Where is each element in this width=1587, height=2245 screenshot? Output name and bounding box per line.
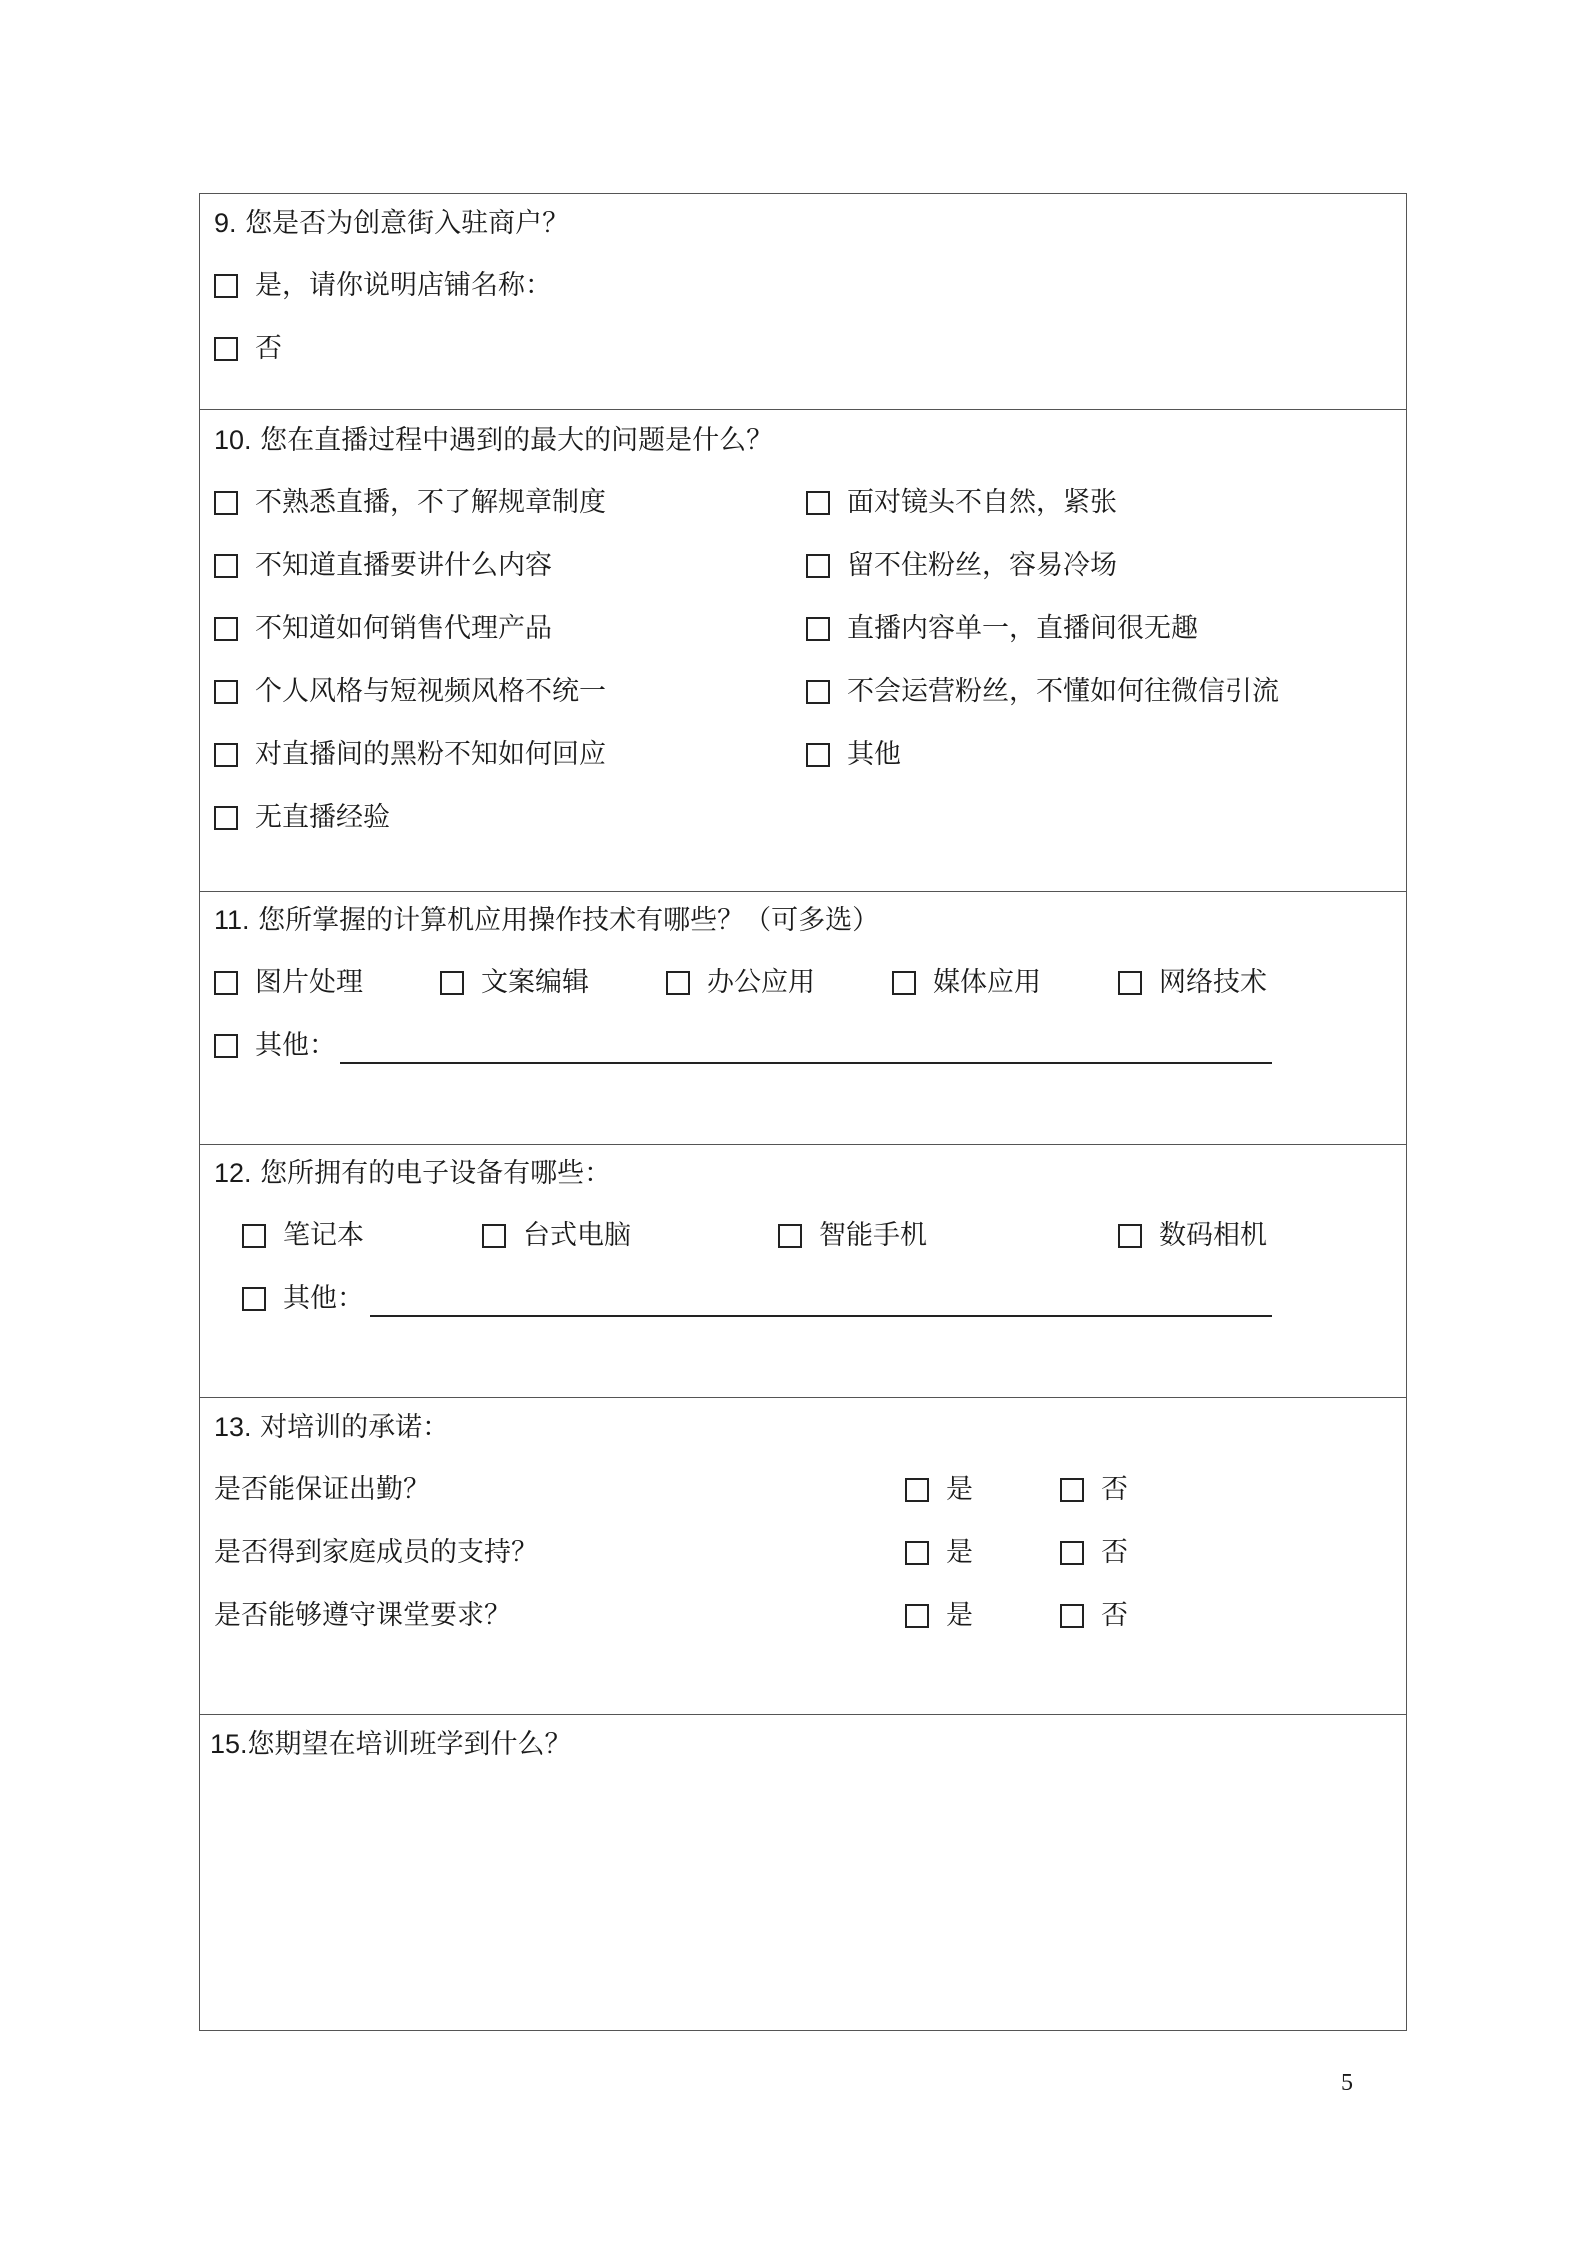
page-number: 5 [1341, 2070, 1353, 2096]
section-q12 [200, 1145, 1406, 1398]
option-q10[interactable]: 其他 [806, 739, 901, 771]
option-q11[interactable]: 文案编辑 [440, 967, 589, 999]
option-q12[interactable]: 台式电脑 [482, 1220, 631, 1252]
checkbox[interactable] [806, 680, 830, 704]
option-q10[interactable]: 个人风格与短视频风格不统一 [214, 676, 606, 708]
section-q15[interactable] [200, 1715, 1406, 2030]
section-q11 [200, 892, 1406, 1145]
commitment-row-label: 是否能够遵守课堂要求？ [214, 1600, 511, 1631]
option-q10[interactable]: 无直播经验 [214, 802, 390, 834]
checkbox[interactable] [1060, 1541, 1084, 1565]
checkbox[interactable] [905, 1541, 929, 1565]
option-q12[interactable]: 智能手机 [778, 1220, 927, 1252]
checkbox[interactable] [214, 617, 238, 641]
question-12: 12. 您所拥有的电子设备有哪些： [214, 1158, 612, 1189]
other-fill-line[interactable] [370, 1315, 1272, 1317]
option-q12[interactable]: 笔记本 [242, 1220, 364, 1252]
option-q12-other[interactable]: 其他： [242, 1283, 364, 1315]
checkbox[interactable] [1060, 1478, 1084, 1502]
option-q10[interactable]: 对直播间的黑粉不知如何回应 [214, 739, 606, 771]
checkbox[interactable] [242, 1224, 266, 1248]
option-no[interactable]: 否 [1060, 1600, 1128, 1632]
option-yes[interactable]: 是 [905, 1600, 973, 1632]
checkbox[interactable] [778, 1224, 802, 1248]
question-13: 13. 对培训的承诺： [214, 1412, 450, 1443]
question-11: 11. 您所掌握的计算机应用操作技术有哪些？（可多选） [214, 905, 880, 936]
checkbox[interactable] [482, 1224, 506, 1248]
option-q9-yes[interactable]: 是，请你说明店铺名称： [214, 270, 552, 302]
commitment-row-label: 是否得到家庭成员的支持？ [214, 1537, 538, 1568]
option-q11[interactable]: 网络技术 [1118, 967, 1267, 999]
checkbox[interactable] [214, 743, 238, 767]
commitment-row-label: 是否能保证出勤？ [214, 1474, 430, 1505]
option-q12[interactable]: 数码相机 [1118, 1220, 1267, 1252]
option-q10[interactable]: 留不住粉丝，容易冷场 [806, 550, 1117, 582]
option-q11[interactable]: 媒体应用 [892, 967, 1041, 999]
option-q10[interactable]: 不会运营粉丝，不懂如何往微信引流 [806, 676, 1279, 708]
checkbox[interactable] [892, 971, 916, 995]
checkbox[interactable] [214, 680, 238, 704]
other-fill-line[interactable] [340, 1062, 1272, 1064]
option-q9-no[interactable]: 否 [214, 333, 282, 365]
checkbox[interactable] [214, 806, 238, 830]
option-q10[interactable]: 不熟悉直播，不了解规章制度 [214, 487, 606, 519]
option-no[interactable]: 否 [1060, 1474, 1128, 1506]
checkbox[interactable] [905, 1478, 929, 1502]
option-q10[interactable]: 面对镜头不自然，紧张 [806, 487, 1117, 519]
option-q10[interactable]: 直播内容单一，直播间很无趣 [806, 613, 1198, 645]
question-9: 9. 您是否为创意街入驻商户？ [214, 208, 570, 239]
option-yes[interactable]: 是 [905, 1537, 973, 1569]
checkbox[interactable] [806, 554, 830, 578]
section-q10 [200, 410, 1406, 892]
option-q10[interactable]: 不知道直播要讲什么内容 [214, 550, 552, 582]
option-q11[interactable]: 办公应用 [666, 967, 815, 999]
option-no[interactable]: 否 [1060, 1537, 1128, 1569]
section-q13 [200, 1398, 1406, 1715]
checkbox[interactable] [214, 971, 238, 995]
question-15: 15.您期望在培训班学到什么？ [210, 1729, 572, 1760]
checkbox[interactable] [1118, 1224, 1142, 1248]
checkbox[interactable] [214, 1034, 238, 1058]
checkbox[interactable] [214, 491, 238, 515]
option-yes[interactable]: 是 [905, 1474, 973, 1506]
checkbox[interactable] [214, 337, 238, 361]
checkbox[interactable] [214, 274, 238, 298]
checkbox[interactable] [666, 971, 690, 995]
section-q9 [200, 194, 1406, 410]
checkbox[interactable] [1118, 971, 1142, 995]
checkbox[interactable] [806, 743, 830, 767]
checkbox[interactable] [806, 617, 830, 641]
checkbox[interactable] [905, 1604, 929, 1628]
question-10: 10. 您在直播过程中遇到的最大的问题是什么？ [214, 425, 774, 456]
survey-form [199, 193, 1407, 2031]
checkbox[interactable] [214, 554, 238, 578]
checkbox[interactable] [1060, 1604, 1084, 1628]
checkbox[interactable] [440, 971, 464, 995]
option-q11[interactable]: 图片处理 [214, 967, 363, 999]
checkbox[interactable] [242, 1287, 266, 1311]
checkbox[interactable] [806, 491, 830, 515]
option-q11-other[interactable]: 其他： [214, 1030, 336, 1062]
option-q10[interactable]: 不知道如何销售代理产品 [214, 613, 552, 645]
